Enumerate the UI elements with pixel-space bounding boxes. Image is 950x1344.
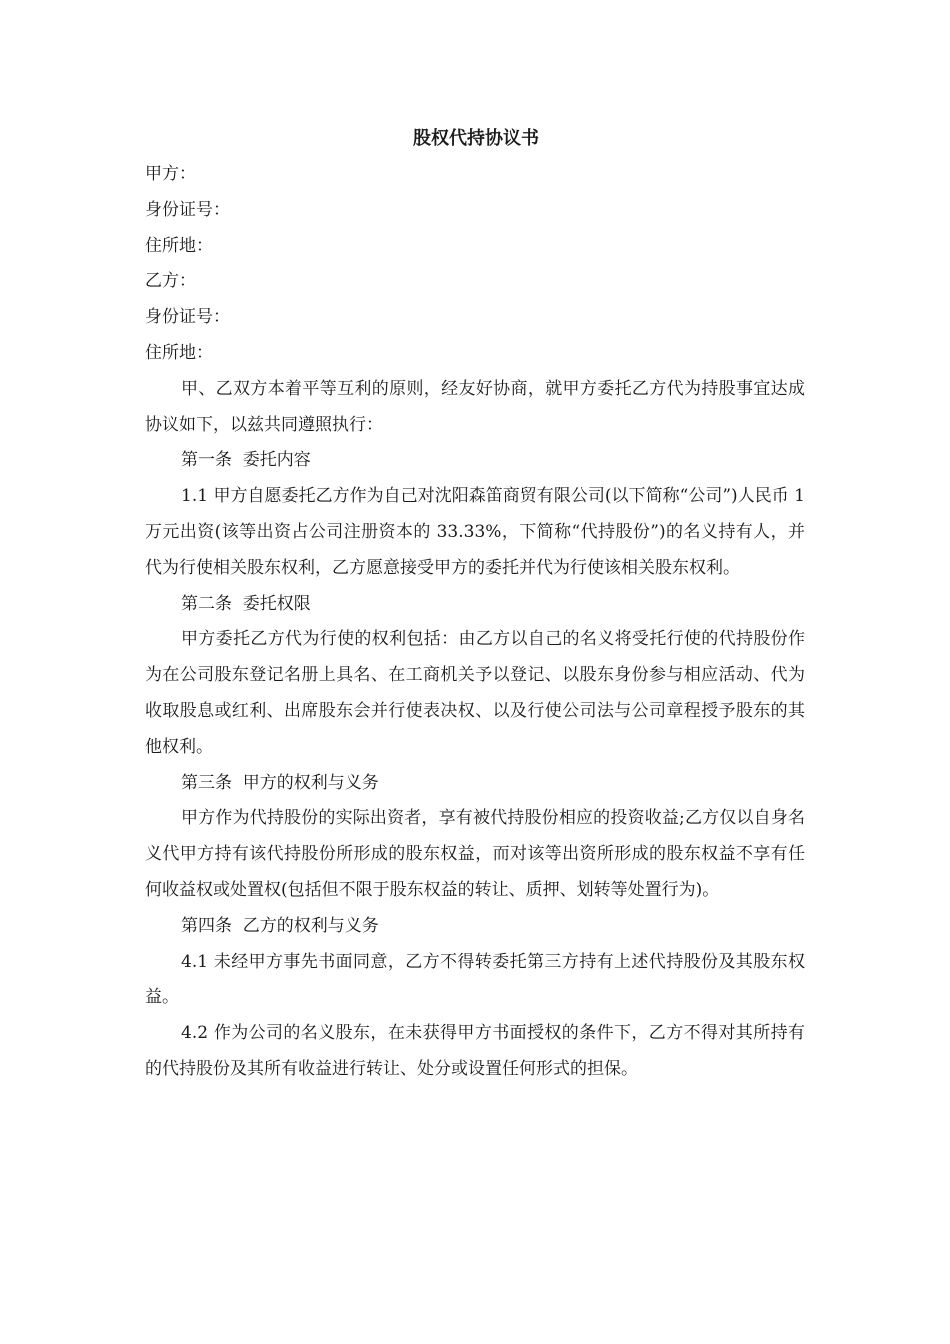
article-1-paragraph: 1.1 甲方自愿委托乙方作为自己对沈阳森笛商贸有限公司(以下简称“公司”)人民币 1 万元出资(该等出资占公司注册资本的 33.33%，下简称“代持股份”)的名义持有人，并代为行使相关股东权利，乙方愿意接受甲方的委托并代为行使该相关股东权利。 xyxy=(145,486,805,578)
article-4-paragraph-1: 4.1 未经甲方事先书面同意，乙方不得转委托第三方持有上述代持股份及其股东权益。 xyxy=(145,951,805,1008)
party-b-label: 乙方： xyxy=(145,271,196,292)
party-a-id-label: 身份证号： xyxy=(145,199,230,220)
article-2-paragraph: 甲方委托乙方代为行使的权利包括：由乙方以自己的名义将受托行使的代持股份作为在公司股东登记名册上具名、在工商机关予以登记、以股东身份参与相应活动、代为收取股息或红利、出席股东会并行使表决权、以及行使公司法与公司章程授予股东的其他权利。 xyxy=(145,629,805,757)
article-1-heading: 第一条 委托内容 xyxy=(181,450,311,471)
article-3-heading: 第三条 甲方的权利与义务 xyxy=(181,772,379,793)
document-page xyxy=(145,121,805,1088)
party-b-address-label: 住所地： xyxy=(145,342,213,363)
article-3-paragraph: 甲方作为代持股份的实际出资者，享有被代持股份相应的投资收益;乙方仅以自身名义代甲方持有该代持股份所形成的股东权益，而对该等出资所形成的股东权益不享有任何收益权或处置权(包括但不限于股东权益的转让、质押、划转等处置行为)。 xyxy=(145,808,805,900)
party-b-id-label: 身份证号： xyxy=(145,307,230,328)
article-2-heading: 第二条 委托权限 xyxy=(181,593,311,614)
article-4-paragraph-2: 4.2 作为公司的名义股东，在未获得甲方书面授权的条件下，乙方不得对其所持有的代持股份及其所有收益进行转让、处分或设置任何形式的担保。 xyxy=(145,1023,805,1079)
party-a-label: 甲方： xyxy=(145,164,196,184)
article-4-heading: 第四条 乙方的权利与义务 xyxy=(181,915,379,936)
intro-paragraph: 甲、乙双方本着平等互利的原则，经友好协商，就甲方委托乙方代为持股事宜达成协议如下，以兹共同遵照执行： xyxy=(145,378,805,435)
document-title: 股权代持协议书 xyxy=(413,128,539,149)
party-a-address-label: 住所地： xyxy=(145,235,213,256)
